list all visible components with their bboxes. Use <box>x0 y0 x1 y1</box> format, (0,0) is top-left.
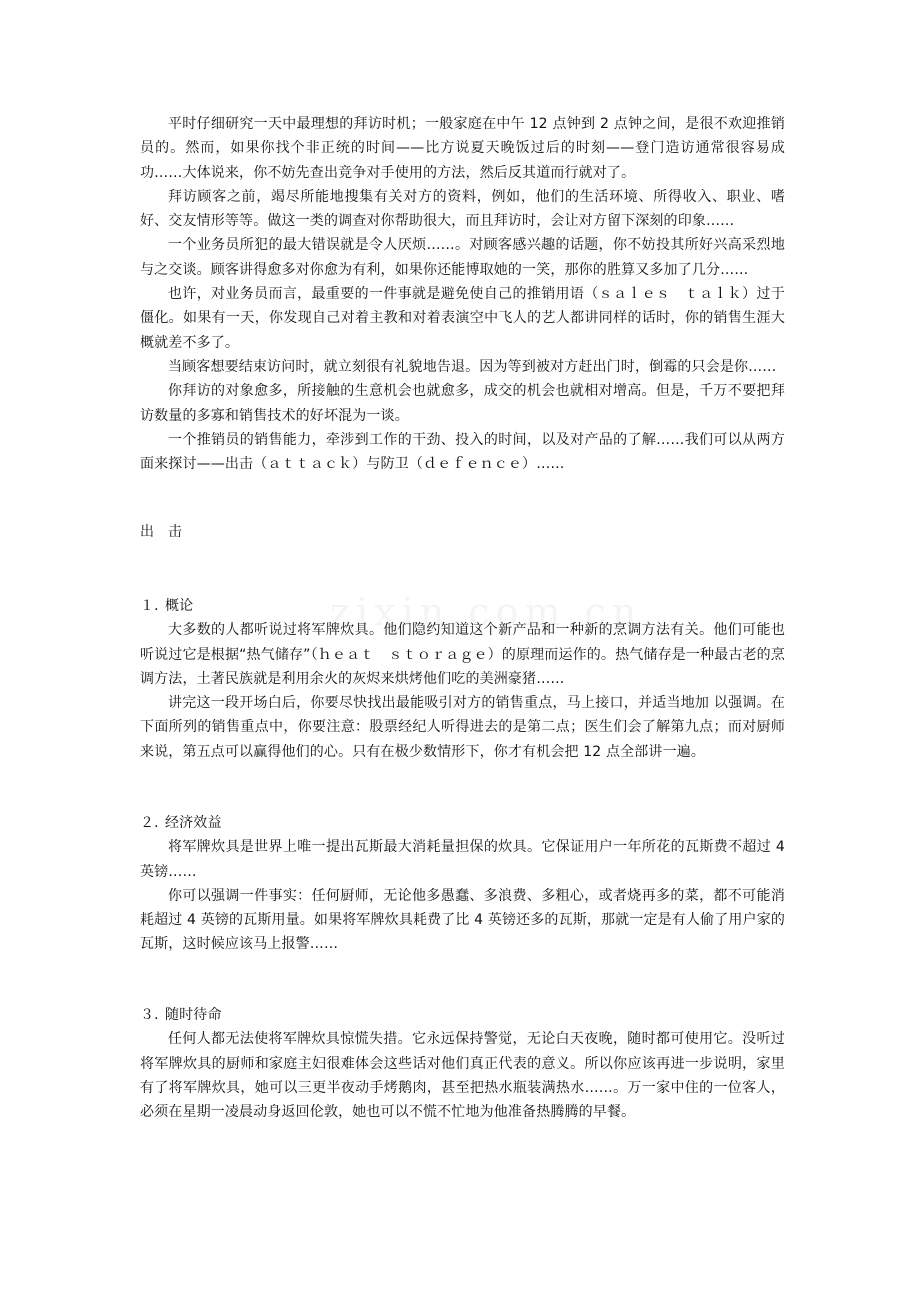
section-3 <box>140 1003 785 1124</box>
section-heading-text: 随时待命 <box>165 1007 222 1023</box>
section-number: １． <box>140 598 169 614</box>
section-1 <box>140 594 785 764</box>
section-paragraph: 你可以强调一件事实：任何厨师，无论他多愚蠢、多浪费、多粗心，或者烧再多的菜，都不可能消耗超过 4 英镑的瓦斯用量。如果将军牌炊具耗费了比 4 英镑还多的瓦斯，那就一定是有人偷了用户家的瓦斯，这时候应该马上报警…… <box>140 887 785 953</box>
section-heading-text: 经济效益 <box>165 815 222 831</box>
intro-block <box>140 112 785 476</box>
intro-paragraph: 你拜访的对象愈多，所接触的生意机会也就愈多，成交的机会也就相对增高。但是，千万不要把拜访数量的多寡和销售技术的好坏混为一谈。 <box>140 383 785 424</box>
section-paragraph: 任何人都无法使将军牌炊具惊慌失措。它永远保持警觉，无论白天夜晚，随时都可使用它。没听过将军牌炊具的厨师和家庭主妇很难体会这些话对他们真正代表的意义。所以你应该再进一步说明，家里有了将军牌炊具，她可以三更半夜动手烤鹅肉，甚至把热水瓶装满热水……。万一家中住的一位客人，必须在星期一凌晨动身返回伦敦，她也可以不慌不忙地为他准备热腾腾的早餐。 <box>140 1031 785 1121</box>
section-paragraph: 讲完这一段开场白后，你要尽快找出最能吸引对方的销售重点，马上接口，并适当地加 以强调。在下面所列的销售重点中，你要注意：股票经纪人听得进去的是第二点；医生们会了解第九点；而对厨师来说，第五点可以赢得他们的心。只有在极少数情形下，你才有机会把 12 点全部讲一遍。 <box>140 695 785 760</box>
section-number: ３． <box>140 1007 169 1023</box>
section-2 <box>140 811 785 957</box>
intro-paragraph: 一个业务员所犯的最大错误就是令人厌烦……。对顾客感兴趣的话题，你不妨投其所好兴高采烈地与之交谈。顾客讲得愈多对你愈为有利，如果你还能博取她的一笑，那你的胜算又多加了几分…… <box>140 237 785 278</box>
section-paragraph: 将军牌炊具是世界上唯一提出瓦斯最大消耗量担保的炊具。它保证用户一年所花的瓦斯费不超过 4 英镑…… <box>140 839 785 880</box>
section-heading-text: 概论 <box>165 598 194 614</box>
intro-paragraph: 平时仔细研究一天中最理想的拜访时机；一般家庭在中午 12 点钟到 2 点钟之间，是很不欢迎推销员的。然而，如果你找个非正统的时间——比方说夏天晚饭过后的时刻——登门造访通常很容易成功……大体说来，你不妨先查出竞争对手使用的方法，然后反其道而行就对了。 <box>140 116 785 181</box>
intro-paragraph: 当顾客想要结束访问时，就立刻很有礼貌地告退。因为等到被对方赶出门时，倒霉的只会是你…… <box>168 358 777 375</box>
section-heading <box>140 594 785 618</box>
intro-paragraph: 一个推销员的销售能力，牵涉到工作的干劲、投入的时间，以及对产品的了解……我们可以从两方面来探讨——出击（ａｔｔａｃｋ）与防卫（ｄｅｆｅｎｃｅ）…… <box>140 431 785 473</box>
section-number: ２． <box>140 815 169 831</box>
section-paragraph: 大多数的人都听说过将军牌炊具。他们隐约知道这个新产品和一种新的烹调方法有关。他们可能也听说过它是根据“热气储存”（ｈｅａｔ ｓｔｏｒａｇｅ）的原理而运作的。热气储存是一种最古老的烹调方法，土著民族就是利用余火的灰烬来烘烤他们吃的美洲豪猪…… <box>140 622 785 687</box>
section-title: 出击 <box>140 524 196 540</box>
section-heading <box>140 1003 785 1027</box>
intro-paragraph: 也许，对业务员而言，最重要的一件事就是避免使自己的推销用语（ｓａｌｅｓ ｔａｌｋ）过于僵化。如果有一天，你发现自己对着主教和对着表演空中飞人的艺人都讲同样的话时，你的销售生涯大概就差不多了。 <box>140 286 785 351</box>
intro-paragraph: 拜访顾客之前，竭尽所能地搜集有关对方的资料，例如，他们的生活环境、所得收入、职业、嗜好、交友情形等等。做这一类的调查对你帮助很大，而且拜访时，会让对方留下深刻的印象…… <box>140 188 785 230</box>
section-heading <box>140 811 785 835</box>
